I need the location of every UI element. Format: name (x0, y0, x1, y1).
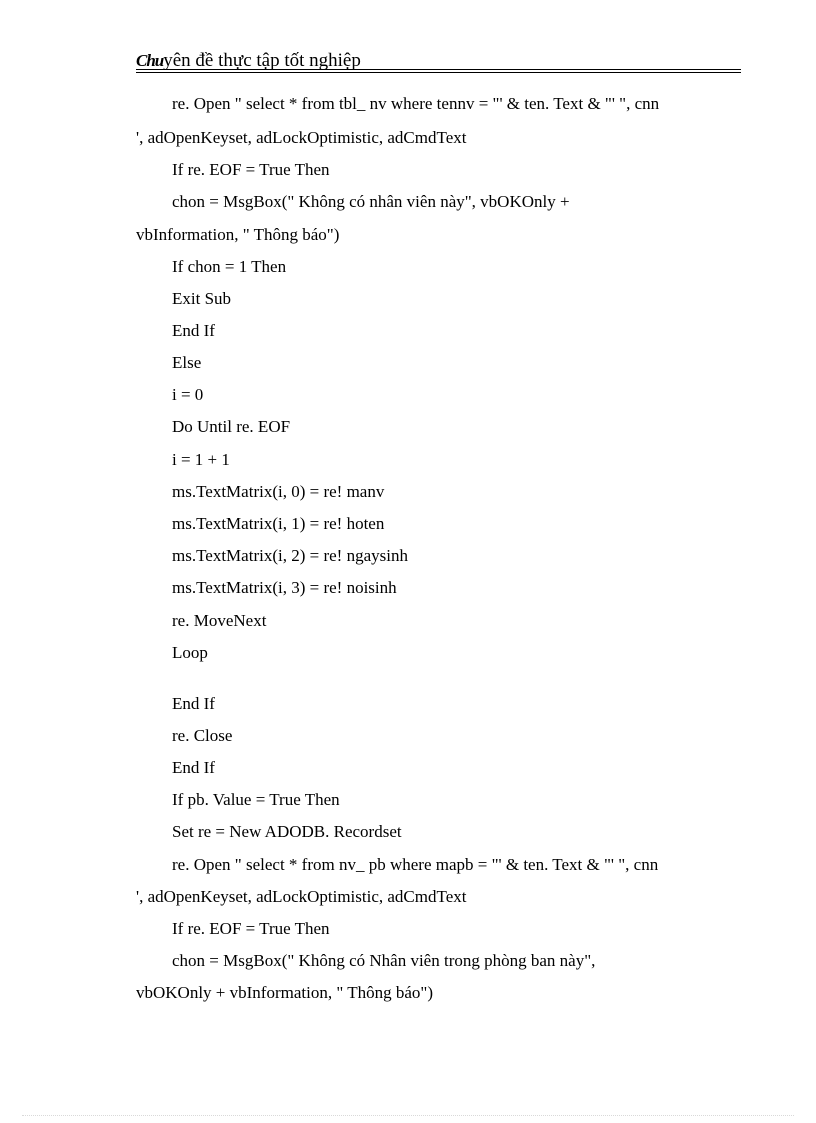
code-line: ', adOpenKeyset, adLockOptimistic, adCmdText (136, 887, 467, 906)
code-line: re. MoveNext (172, 611, 267, 630)
footer-dotted-rule (22, 1115, 794, 1116)
code-line: Exit Sub (172, 289, 232, 308)
code-line: i = 0 (172, 385, 204, 404)
code-line: Else (172, 353, 202, 372)
code-line: re. Open " select * from nv_ pb where mapb = "' & ten. Text & "' ", cnn (172, 855, 659, 874)
code-line: If pb. Value = True Then (172, 790, 340, 809)
code-line: Set re = New ADODB. Recordset (172, 822, 402, 841)
code-line: Do Until re. EOF (172, 417, 291, 436)
code-line: If chon = 1 Then (172, 257, 287, 276)
code-line: re. Close (172, 726, 233, 745)
code-line: vbInformation, " Thông báo") (136, 225, 340, 244)
header-title-rest: yên đề thực tập tốt nghiệp (163, 50, 361, 71)
code-line: vbOKOnly + vbInformation, " Thông báo") (136, 983, 434, 1002)
code-line: Loop (172, 643, 208, 662)
code-line: ms.TextMatrix(i, 3) = re! noisinh (172, 578, 397, 597)
code-line: End If (172, 321, 215, 340)
code-line: If re. EOF = True Then (172, 160, 330, 179)
code-line: End If (172, 758, 215, 777)
code-line: End If (172, 694, 215, 713)
header-rule-thick (136, 72, 741, 73)
code-line: ms.TextMatrix(i, 2) = re! ngaysinh (172, 546, 408, 565)
code-line: ms.TextMatrix(i, 0) = re! manv (172, 482, 385, 501)
code-line: If re. EOF = True Then (172, 919, 330, 938)
code-line: chon = MsgBox(" Không có nhân viên này", vbOKOnly + (172, 192, 570, 211)
page-header (136, 50, 741, 74)
code-line: chon = MsgBox(" Không có Nhân viên trong phòng ban này", (172, 951, 596, 970)
code-line: ', adOpenKeyset, adLockOptimistic, adCmdText (136, 128, 467, 147)
header-rule-thin (136, 69, 741, 70)
code-line: re. Open " select * from tbl_ nv where tennv = "' & ten. Text & "' ", cnn (172, 94, 660, 113)
code-line: ms.TextMatrix(i, 1) = re! hoten (172, 514, 385, 533)
header-title-script: Chu (136, 51, 164, 70)
code-line: i = 1 + 1 (172, 450, 230, 469)
